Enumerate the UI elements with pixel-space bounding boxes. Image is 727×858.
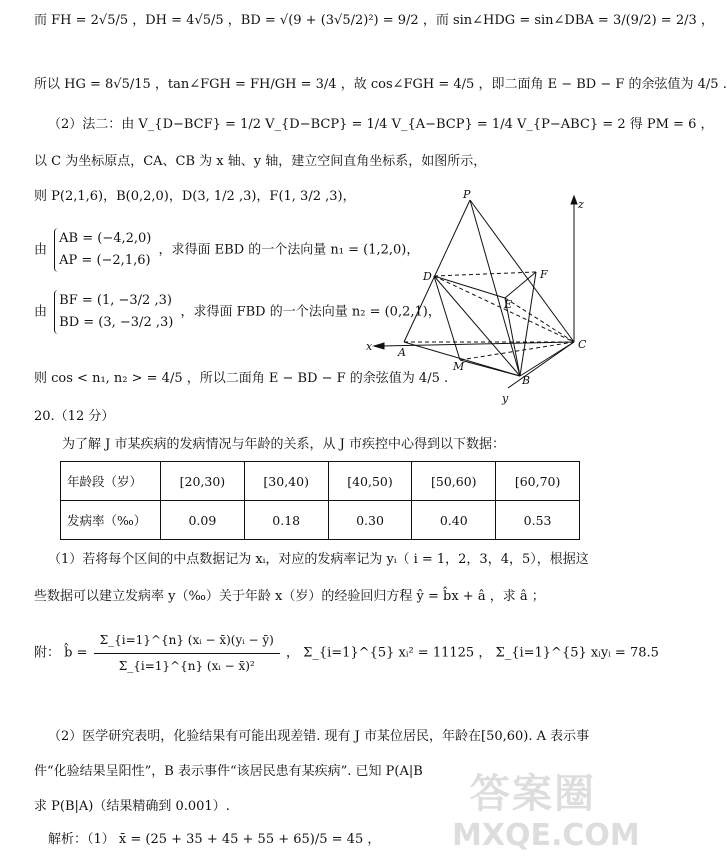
- coordinates-text: 则 P(2,1,6)，B(0,2,0)，D(3, 1/2 ,3)，F(1, 3/2 ,3)，: [34, 189, 356, 204]
- watermark-logo-top: 答案圈: [470, 771, 596, 817]
- part-1-line-b: 些数据可以建立发病率 y（‰）关于年龄 x（岁）的经验回归方程 ŷ = b̂x + â ，求 â ；: [34, 589, 545, 604]
- vector-system-fbd: [54, 290, 173, 334]
- table-cell: 0.53: [496, 501, 580, 540]
- coordinates-line: [34, 190, 356, 204]
- table-cell: 0.18: [244, 501, 328, 540]
- b-hat-symbol: b̂ =: [64, 645, 88, 661]
- solution-line-2-text: 所以 HG = 8√5/15 ，tan∠FGH = FH/GH = 3/4 ，故 cos∠FGH = 4/5 ，即二面角 E − BD − F 的余弦值为 4/5 .: [34, 77, 727, 92]
- sum-x-squared: Σ_{i=1}^{5} xᵢ² = 11125: [303, 645, 475, 661]
- vector-system-ebd: [54, 228, 151, 272]
- table-cell: 0.09: [161, 501, 245, 540]
- part-1-line-a: （1）若将每个区间的中点数据记为 xᵢ，对应的发病率记为 yᵢ（ i = 1，2，3，4，5），根据这: [48, 552, 589, 567]
- solution-line-1-text: 而 FH = 2√5/5 ，DH = 4√5/5 ，BD = √(9 + (3√5/2)²) = 9/2 ，而 sin∠HDG = sin∠DBA = 3/(9/2) = 2/3 ，: [34, 13, 714, 28]
- system-fbd-line: 由 BF = (1, −3/2 ,3) BD = (3, −3/2 ,3) ，求得面 FBD 的一个法向量 n₂ = (0,2,1)，: [34, 290, 441, 334]
- solution-line-1: [34, 14, 714, 28]
- label-m: M: [453, 360, 465, 373]
- label-z: z: [578, 198, 584, 211]
- normal-n1-text: ，求得面 EBD 的一个法向量 n₁ = (1,2,0)，: [158, 242, 420, 258]
- question-20-heading: 20.（12 分）: [34, 409, 115, 424]
- table-header-cell: 发病率（‰）: [61, 501, 161, 540]
- label-x: x: [366, 340, 373, 353]
- solution-start-line: 解析：（1） x̄ = (25 + 35 + 45 + 55 + 65)/5 = 45 ，: [48, 832, 381, 847]
- label-f: F: [540, 268, 548, 281]
- b-hat-denominator: Σ_{i=1}^{n} (xᵢ − x̄)²: [118, 659, 255, 674]
- label-b: B: [522, 374, 531, 387]
- formula-prefix: 附：: [34, 645, 61, 661]
- table-cell: [20,30): [161, 462, 245, 501]
- watermark-logo-bottom: MXQE.COM: [452, 818, 640, 853]
- label-y: y: [502, 392, 509, 405]
- table-cell: 0.40: [412, 501, 496, 540]
- label-d: D: [423, 270, 432, 283]
- label-e: E: [504, 298, 513, 311]
- method-two-text: （2）法二：由 V_{D−BCF} = 1/2 V_{D−BCP} = 1/4 V_{A−BCP} = 1/4 V_{P−ABC} = 2 得 PM = 6 ，: [48, 117, 714, 132]
- table-row: [61, 462, 580, 501]
- method-two-line: [48, 118, 714, 132]
- vector-bf: BF = (1, −3/2 ,3): [59, 293, 172, 308]
- coordinate-setup-text: 以 C 为坐标原点，CA、CB 为 x 轴、y 轴，建立空间直角坐标系，如图所示，: [34, 154, 487, 169]
- formula-line: 附： b̂ = $\frac{\text{Σ\_\{i=1\}\textasciicircum{}\{n\} (xᵢ − x̄)(yᵢ − ȳ)}}{\text{Σ\_\{i=1\}\textasciicircum{}\{n\} (xᵢ − x̄)²}}$ ， Σ_{i=1}^{5} xᵢ² = 11125 ， Σ_{i=1}^{5} xᵢyᵢ = 78.5: [34, 628, 659, 679]
- table-cell: [30,40): [244, 462, 328, 501]
- coordinate-setup-line: [34, 155, 486, 169]
- table-cell: [40,50): [328, 462, 412, 501]
- table-cell: [60,70): [496, 462, 580, 501]
- label-a: A: [398, 346, 406, 359]
- table-header-cell: 年龄段（岁）: [61, 462, 161, 501]
- label-c: C: [578, 338, 587, 351]
- data-table: [60, 461, 580, 540]
- table-cell: [50,60): [412, 462, 496, 501]
- system-ebd-line: 由 AB = (−4,2,0) AP = (−2,1,6) ，求得面 EBD 的一个法向量 n₁ = (1,2,0)，: [34, 228, 419, 272]
- part-2-line-b: 件“化验结果呈阳性”，B 表示事件“该居民患有某疾病”. 已知 P(A|B: [34, 764, 423, 779]
- z-axis-arrow: [571, 196, 577, 204]
- label-p: P: [463, 188, 471, 201]
- x-axis-arrow: [374, 343, 384, 349]
- vector-ab: AB = (−4,2,0): [59, 231, 152, 246]
- solution-line-2: [34, 78, 727, 92]
- b-hat-numerator: Σ_{i=1}^{n} (xᵢ − x̄)(yᵢ − ȳ): [94, 628, 280, 654]
- normal-n2-text: ，求得面 FBD 的一个法向量 n₂ = (0,2,1)，: [180, 304, 441, 320]
- cosine-result-text: 则 cos < n₁, n₂ > = 4/5 ，所以二面角 E − BD − F 的余弦值为 4/5 .: [34, 371, 449, 386]
- vector-ap: AP = (−2,1,6): [59, 253, 151, 269]
- table-cell: 0.30: [328, 501, 412, 540]
- sum-xy: Σ_{i=1}^{5} xᵢyᵢ = 78.5: [495, 645, 659, 661]
- vector-bd: BD = (3, −3/2 ,3): [59, 315, 174, 331]
- question-20-intro: 为了解 J 市某疾病的发病情况与年龄的关系，从 J 市疾控中心得到以下数据：: [62, 437, 505, 452]
- b-hat-fraction: [94, 628, 280, 679]
- geometry-diagram: [360, 190, 610, 405]
- table-row: [61, 501, 580, 540]
- part-2-line-a: （2）医学研究表明，化验结果有可能出现差错. 现有 J 市某位居民，年龄在[50,60). A 表示事: [48, 729, 590, 744]
- part-2-line-c: 求 P(B|A)（结果精确到 0.001）.: [34, 799, 230, 814]
